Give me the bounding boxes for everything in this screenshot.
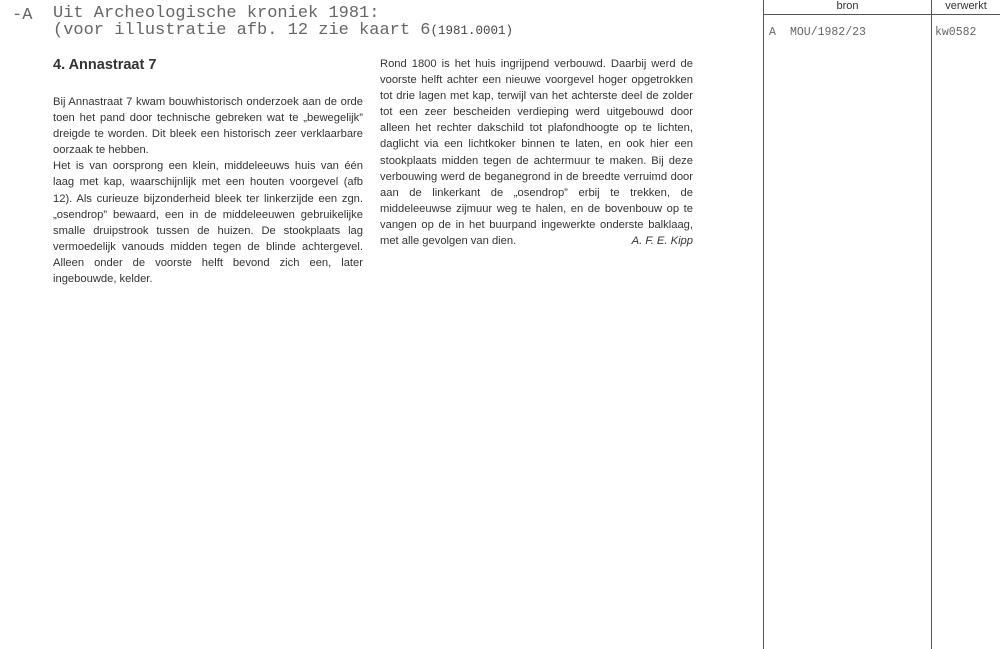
register-header-bron: bron: [836, 0, 859, 12]
register-entry-letter: A: [769, 26, 776, 39]
register-divider-left: [763, 0, 764, 649]
header-illustration-note: (voor illustratie afb. 12 zie kaart 6: [53, 21, 431, 40]
article-heading: 4. Annastraat 7: [53, 57, 157, 73]
article-paragraph: Bij Annastraat 7 kwam bouwhistorisch onderzoek aan de orde toen het pand door technische gebreken wat te „bewegelijk” dreigde te worden. Dit bleek een historisch zeer verklaarbare oorzaak te hebben.: [53, 96, 363, 157]
register-entry-source: MOU/1982/23: [790, 26, 866, 39]
header-subtitle-line: [53, 21, 513, 41]
register-divider-right: [931, 0, 932, 649]
register-header-rule: [763, 14, 1000, 15]
article-author: A. F. E. Kipp: [631, 235, 693, 248]
header-title-line: Uit Archeologische kroniek 1981:: [53, 4, 380, 23]
card-code: -A: [12, 6, 33, 25]
article-left-column: [53, 94, 363, 287]
article-paragraph: Rond 1800 is het huis ingrijpend verbouwd. Daarbij werd de voorste helft achter een nieuwe voorgevel hoger opgetrokken tot drie lagen met kap, terwijl van het achterste deel de zolder tot een zeer bescheiden verdieping werd uitgebouwd door alleen het rechter dakschild tot plafondhoogte op te lichten, daglicht via een lichtkoker binnen te laten, en ook hier een stookplaats midden tegen de achtermuur te maken. Bij deze verbouwing werd de beganegrond in de breedte verruimd door aan de linkerkant de „osendrop” erbij te trekken, de middeleeuwse zijmuur weg te halen, en de bovenbouw op te vangen op de in het buurpand ingewerkte onderste balklaag, met alle gevolgen van dien.: [380, 58, 693, 248]
register-header-verwerkt: verwerkt: [945, 0, 987, 12]
register-entry-code: kw0582: [935, 26, 977, 39]
article-paragraph: Het is van oorsprong een klein, middeleeuws huis van één laag met kap, waarschijnlijk met een houten voorgevel (afb 12). Als curieuze bijzonderheid bleek ter linkerzijde een zgn. „osendrop” bewaard, een in de middeleeuwen gebruikelijke smalle druipstrook tussen de huizen. De stookplaats lag vermoedelijk vanouds midden tegen de blinde achtergevel. Alleen onder de voorste helft bevond zich een, later ingebouwde, kelder.: [53, 160, 363, 286]
header-reference-number: (1981.0001): [430, 24, 513, 38]
article-right-column: [380, 56, 693, 249]
